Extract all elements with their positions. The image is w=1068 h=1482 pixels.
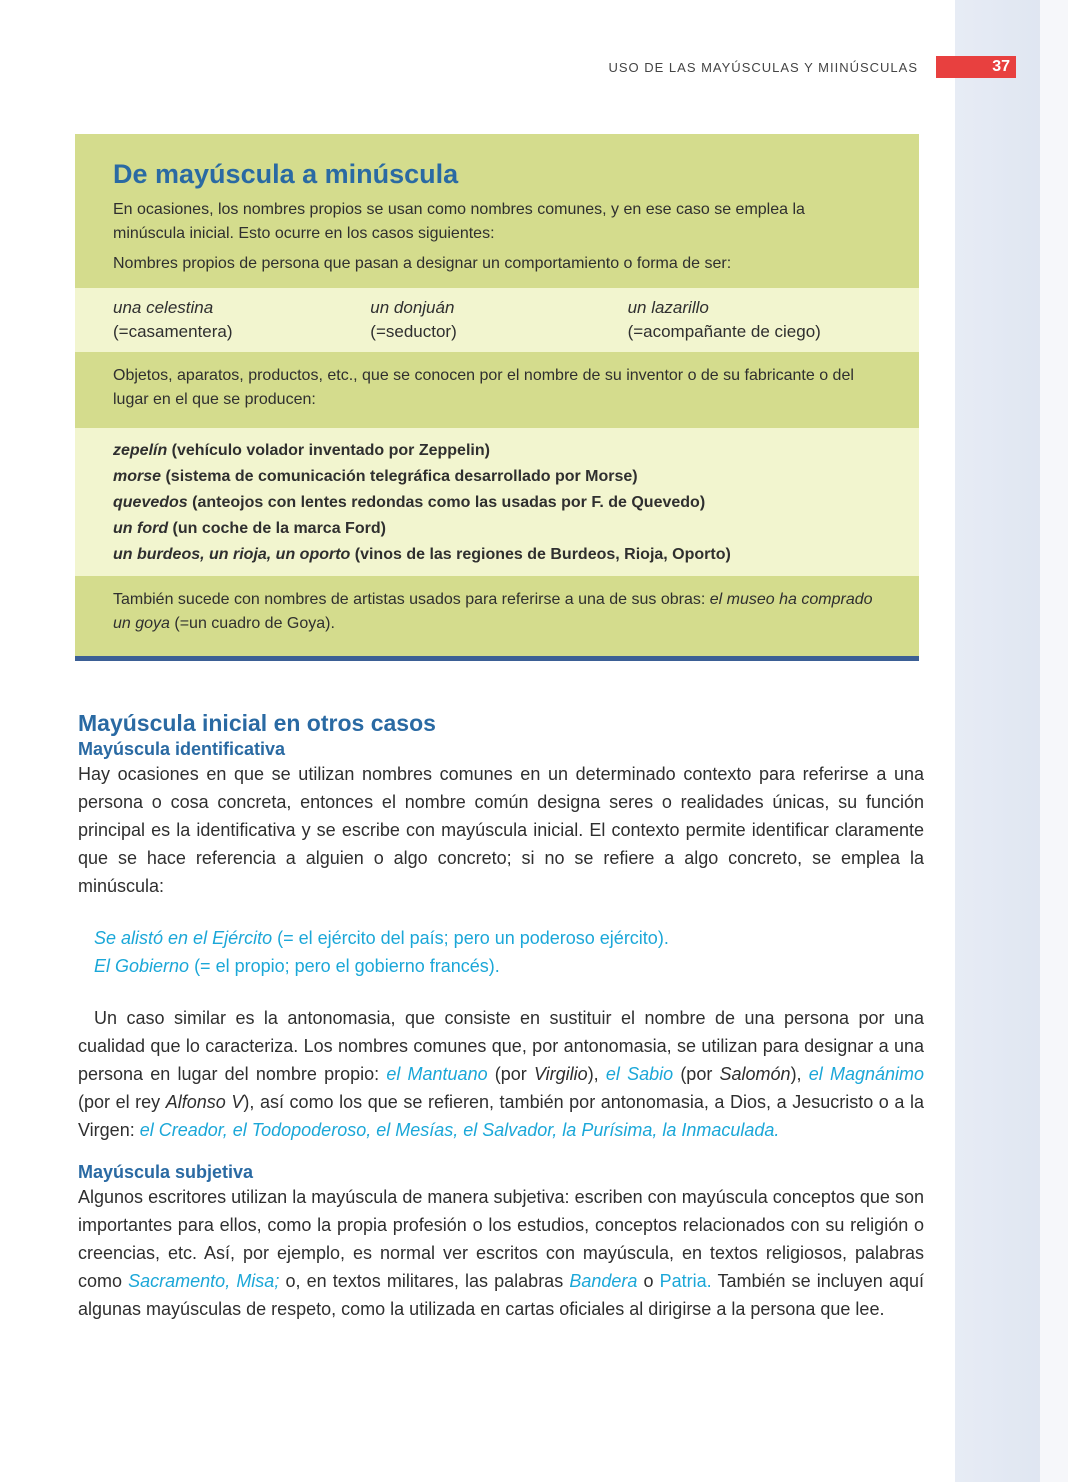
subsection-title-2: Mayúscula subjetiva [78,1162,254,1182]
example-word: un lazarillo [627,298,709,317]
text-run: (por el rey [78,1092,166,1112]
page-edge [1040,0,1068,1482]
list-word: un ford [113,520,169,537]
italic-term: Salomón [719,1064,791,1084]
text-run: ), así como los que se refieren, también por antonomasia, a Dios, a Jesucristo o a la Virgen: [78,1092,924,1140]
example-gloss: (=seductor) [370,322,457,341]
text-run: o [637,1271,660,1291]
example-gloss: (=acompañante de ciego) [627,322,821,341]
case-3-gloss: (=un cuadro de Goya). [169,615,335,632]
text-run: También se incluyen aquí algunas mayúsculas de respeto, como la utilizada en cartas oficiales al dirigirse a la persona que lee. [78,1271,924,1319]
example-line [94,924,924,952]
info-box [75,134,919,661]
list-word: quevedos [113,494,188,511]
italic-term: Virgilio [533,1064,588,1084]
box-header-band [75,134,919,288]
highlight-term: Bandera [569,1271,638,1291]
list-band [75,428,919,576]
examples-row [75,288,919,352]
box-title: De mayúscula a minúscula [113,159,459,189]
paragraph-2 [78,1004,924,1144]
case-3-text: También sucede con nombres de artistas usados para referirse a una de sus obras: [113,591,710,608]
box-intro: En ocasiones, los nombres propios se usan como nombres comunes, y en ese caso se emplea la minúscula inicial. Esto ocurre en los casos siguientes: [113,201,805,242]
example-1 [113,296,366,344]
list-word: zepelín [113,442,168,459]
highlight-term: Patria. [659,1271,712,1291]
paragraph-1: Hay ocasiones en que se utilizan nombres comunes en un determinado contexto para referirse a una persona o cosa concreta, entonces el nombre común designa seres o realidades únicas, su función principal es la identificativa y se escribe con mayúscula inicial. El contexto permite identificar claramente que se hace referencia a alguien o algo concreto; si no se refiere a algo concreto, se emplea la minúscula: [78,764,924,896]
example-word: una celestina [113,298,214,317]
list-gloss: (vehículo volador inventado por Zeppelin) [167,442,490,459]
box-case-3-band [75,576,919,656]
subsection-title-1: Mayúscula identificativa [78,739,286,759]
running-title: USO DE LAS MAYÚSCULAS Y MIINÚSCULAS [608,60,918,75]
list-item [113,464,881,490]
box-case-3 [113,588,881,636]
list-item [113,542,881,568]
main-content [78,710,924,1323]
text-run: ), [587,1064,606,1084]
text-run: (por [487,1064,534,1084]
box-bottom-rule [75,656,919,661]
list-gloss: (sistema de comunicación telegráfica desarrollado por Morse) [161,468,638,485]
example-note: (= el propio; pero el gobierno francés). [189,956,500,976]
section-title: Mayúscula inicial en otros casos [78,710,436,736]
text-run: Un caso similar es la antonomasia, que consiste en sustituir el nombre de una persona por una cualidad que lo caracteriza. Los nombres comunes que, por antonomasia, se utilizan para designar a una persona en lugar del nombre propio: [78,1008,924,1084]
list-gloss: (un coche de la marca Ford) [168,520,386,537]
paragraph-3 [78,1183,924,1323]
box-case-1: Nombres propios de persona que pasan a designar un comportamiento o forma de ser: [113,255,732,272]
example-term: Se alistó en el Ejército [94,928,273,948]
example-3 [628,296,881,344]
text-run: o, en textos militares, las palabras [279,1271,570,1291]
list-item [113,516,881,542]
examples-block [94,924,924,980]
list-word: morse [113,468,162,485]
highlight-term: el Magnánimo [808,1064,924,1084]
text-run: Algunos escritores utilizan la mayúscula de manera subjetiva: escriben con mayúscula conceptos que son importantes para ellos, como la propia profesión o los estudios, conceptos relacionados con su religión o creencias, etc. Así, por ejemplo, es normal ver escritos con mayúscula, en textos religiosos, palabras como [78,1187,924,1291]
list-item [113,490,881,516]
example-note: (= el ejército del país; pero un poderoso ejército). [272,928,669,948]
list-gloss: (anteojos con lentes redondas como las usadas por F. de Quevedo) [187,494,706,511]
text-run: ), [790,1064,809,1084]
example-term: El Gobierno [94,956,190,976]
page-number: 37 [936,56,1016,78]
italic-term: Alfonso V [165,1092,244,1112]
text-run: (por [673,1064,720,1084]
highlight-term: Sacramento, Misa; [128,1271,280,1291]
list-item [113,438,881,464]
list-gloss: (vinos de las regiones de Burdeos, Rioja, Oporto) [350,546,731,563]
highlight-term: el Mantuano [386,1064,488,1084]
list-word: un burdeos, un rioja, un oporto [113,546,351,563]
box-case-2: Objetos, aparatos, productos, etc., que se conocen por el nombre de su inventor o de su fabricante o del lugar en el que se producen: [113,367,854,408]
highlight-term: el Creador, el Todopoderoso, el Mesías, el Salvador, la Purísima, la Inmaculada. [139,1120,780,1140]
example-gloss: (=casamentera) [113,322,233,341]
highlight-term: el Sabio [605,1064,674,1084]
box-case-2-band [75,352,919,428]
example-line [94,952,924,980]
example-2 [370,296,623,344]
example-word: un donjuán [370,298,455,317]
case-3-example: el museo ha comprado un goya [113,591,873,632]
